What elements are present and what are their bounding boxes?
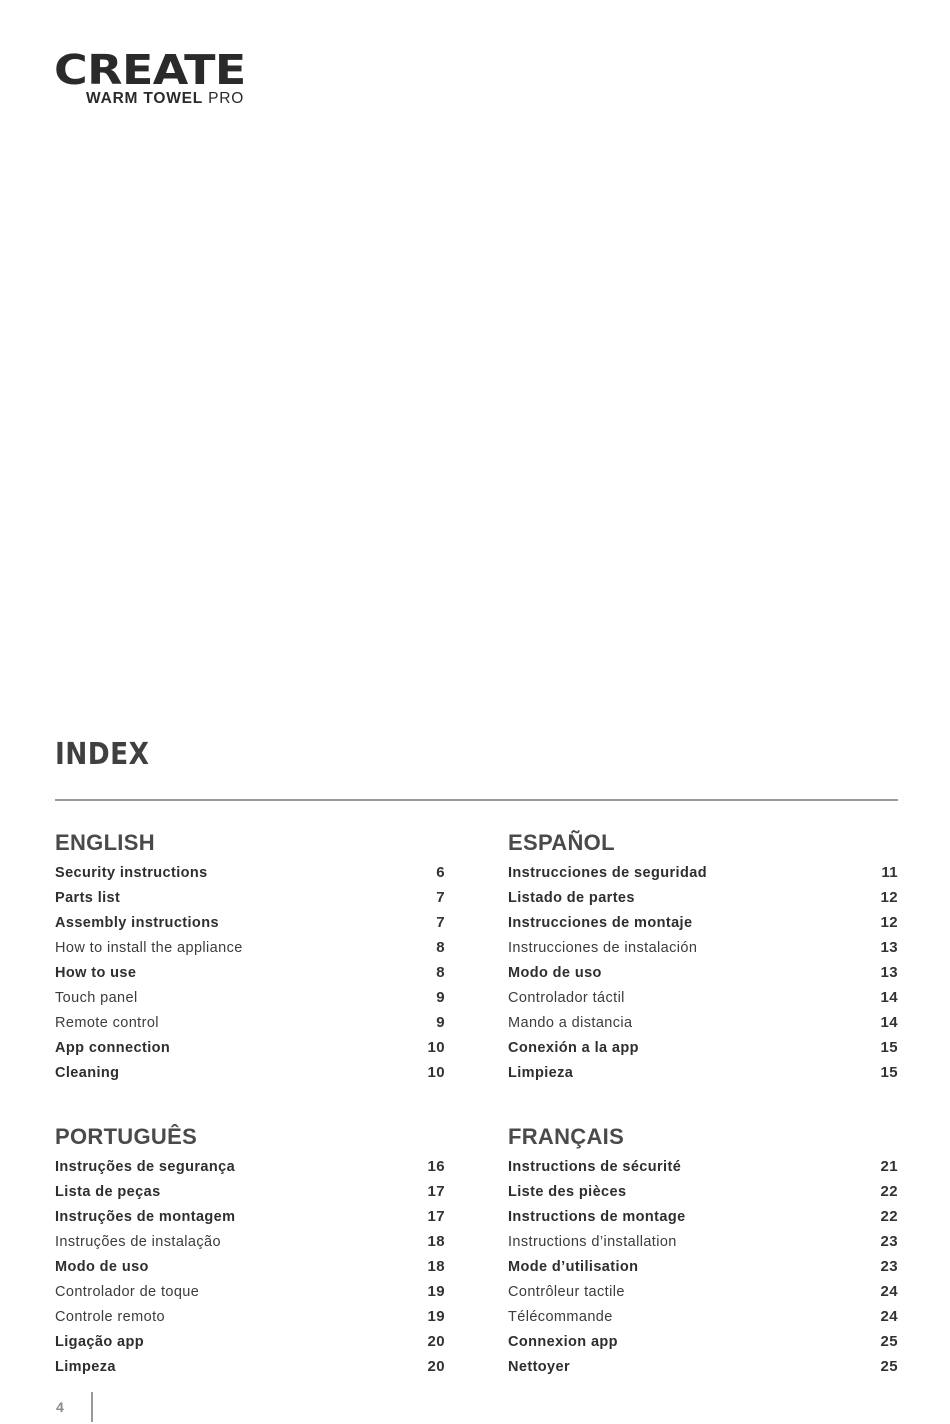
toc-page: 12: [880, 889, 898, 906]
section-francais: [508, 1124, 898, 1383]
toc-entry[interactable]: [55, 1283, 445, 1308]
toc-entry[interactable]: [508, 889, 898, 914]
toc-page: 11: [881, 864, 898, 881]
section-espanol: [508, 830, 898, 1089]
toc-label: Limpeza: [55, 1359, 116, 1375]
toc-page: 23: [880, 1258, 898, 1275]
toc-page: 18: [427, 1233, 445, 1250]
toc-label: Mode d’utilisation: [508, 1259, 639, 1275]
toc-page: 22: [880, 1208, 898, 1225]
toc-entry[interactable]: [55, 1358, 445, 1383]
toc-page: 9: [436, 1014, 445, 1031]
toc-label: Liste des pièces: [508, 1184, 627, 1200]
toc-entry[interactable]: [508, 1283, 898, 1308]
toc-label: Connexion app: [508, 1334, 618, 1350]
page-number-divider: [91, 1392, 93, 1422]
toc-label: How to use: [55, 965, 137, 981]
section-title: FRANÇAIS: [508, 1124, 625, 1149]
toc-label: How to install the appliance: [55, 940, 243, 956]
toc-label: Instruções de montagem: [55, 1209, 236, 1225]
toc-entry[interactable]: [55, 864, 445, 889]
toc-entry[interactable]: [55, 1333, 445, 1358]
toc-entry[interactable]: [55, 1183, 445, 1208]
toc-label: Parts list: [55, 890, 121, 906]
toc-page: 15: [880, 1064, 898, 1081]
brand-logo: [54, 46, 319, 107]
toc-label: Instructions de montage: [508, 1209, 686, 1225]
section-title: ESPAÑOL: [508, 830, 615, 855]
toc-entry[interactable]: [55, 1233, 445, 1258]
toc-label: Listado de partes: [508, 890, 635, 906]
toc-page: 14: [880, 1014, 898, 1031]
toc-label: Cleaning: [55, 1065, 120, 1081]
section-english: [55, 830, 445, 1089]
toc-label: Ligação app: [55, 1334, 144, 1350]
toc-entry[interactable]: [508, 939, 898, 964]
toc-label: Controlador de toque: [55, 1284, 200, 1300]
toc-entry[interactable]: [55, 914, 445, 939]
toc-page: 13: [880, 964, 898, 981]
toc-entry[interactable]: [508, 964, 898, 989]
toc-label: Instruções de instalação: [55, 1234, 221, 1250]
toc-page: 22: [880, 1183, 898, 1200]
toc-entry[interactable]: [508, 914, 898, 939]
toc-entry[interactable]: [55, 989, 445, 1014]
toc-page: 9: [436, 989, 445, 1006]
toc-label: Instructions de sécurité: [508, 1159, 682, 1175]
toc-label: Controlador táctil: [508, 990, 625, 1006]
logo-product-bold: WARM TOWEL: [86, 90, 204, 107]
toc-page: 6: [436, 864, 445, 881]
toc-entry[interactable]: [508, 989, 898, 1014]
toc-label: Controle remoto: [55, 1309, 165, 1325]
toc-entry[interactable]: [55, 964, 445, 989]
logo-product-line: [86, 91, 244, 107]
toc-entry[interactable]: [508, 1233, 898, 1258]
toc-label: Remote control: [55, 1015, 159, 1031]
toc-page: 8: [436, 939, 445, 956]
toc-page: 23: [880, 1233, 898, 1250]
toc-page: 10: [427, 1039, 445, 1056]
toc-page: 10: [427, 1064, 445, 1081]
toc-label: Conexión a la app: [508, 1040, 639, 1056]
toc-label: Lista de peças: [55, 1184, 161, 1200]
section-title: PORTUGUÊS: [55, 1124, 198, 1149]
toc-page: 19: [427, 1308, 445, 1325]
toc-label: Instruções de segurança: [55, 1159, 236, 1175]
toc-entry[interactable]: [508, 1258, 898, 1283]
toc-entry[interactable]: [508, 1183, 898, 1208]
toc-page: 20: [427, 1333, 445, 1350]
toc-entry[interactable]: [508, 1208, 898, 1233]
toc-label: Touch panel: [55, 990, 138, 1006]
toc-page: 15: [880, 1039, 898, 1056]
toc-entry[interactable]: [55, 1014, 445, 1039]
heading-divider: [55, 799, 898, 801]
toc-entry[interactable]: [508, 1358, 898, 1383]
toc-page: 21: [880, 1158, 898, 1175]
toc-entry[interactable]: [508, 1039, 898, 1064]
toc-page: 14: [880, 989, 898, 1006]
toc-page: 7: [436, 914, 445, 931]
toc-page: 19: [427, 1283, 445, 1300]
logo-brand-text: CREATE: [54, 46, 246, 94]
toc-page: 25: [880, 1333, 898, 1350]
toc-entry[interactable]: [55, 1039, 445, 1064]
toc-label: Instrucciones de seguridad: [508, 865, 707, 881]
toc-entry[interactable]: [55, 939, 445, 964]
toc-entry[interactable]: [508, 1308, 898, 1333]
toc-label: Assembly instructions: [55, 915, 219, 931]
toc-page: 7: [436, 889, 445, 906]
toc-page: 20: [427, 1358, 445, 1375]
section-title: ENGLISH: [55, 830, 155, 855]
toc-entry[interactable]: [508, 1333, 898, 1358]
logo-product-light: PRO: [208, 90, 245, 107]
toc-entry[interactable]: [508, 1064, 898, 1089]
toc-label: App connection: [55, 1040, 171, 1056]
toc-page: 17: [427, 1183, 445, 1200]
toc-entry[interactable]: [55, 1064, 445, 1089]
toc-label: Modo de uso: [55, 1259, 149, 1275]
toc-page: 18: [427, 1258, 445, 1275]
index-heading: INDEX: [55, 737, 150, 772]
toc-page: 25: [880, 1358, 898, 1375]
toc-entry[interactable]: [55, 1308, 445, 1333]
toc-page: 13: [880, 939, 898, 956]
toc-page: 16: [427, 1158, 445, 1175]
toc-label: Modo de uso: [508, 965, 602, 981]
toc-label: Télécommande: [508, 1309, 613, 1325]
toc-page: 24: [880, 1283, 898, 1300]
toc-label: Mando a distancia: [508, 1015, 633, 1031]
toc-entry[interactable]: [55, 1258, 445, 1283]
toc-label: Nettoyer: [508, 1359, 571, 1375]
page-number: 4: [56, 1399, 64, 1415]
toc-page: 12: [880, 914, 898, 931]
toc-entry[interactable]: [508, 1158, 898, 1183]
toc-entry[interactable]: [55, 889, 445, 914]
toc-page: 17: [427, 1208, 445, 1225]
toc-label: Instrucciones de instalación: [508, 940, 698, 956]
toc-label: Contrôleur tactile: [508, 1284, 625, 1300]
toc-entry[interactable]: [55, 1158, 445, 1183]
toc-label: Limpieza: [508, 1065, 574, 1081]
toc-entry[interactable]: [508, 1014, 898, 1039]
toc-label: Instrucciones de montaje: [508, 915, 693, 931]
toc-page: 24: [880, 1308, 898, 1325]
toc-entry[interactable]: [55, 1208, 445, 1233]
toc-label: Instructions d’installation: [508, 1234, 677, 1250]
section-portugues: [55, 1124, 445, 1383]
toc-entry[interactable]: [508, 864, 898, 889]
toc-page: 8: [436, 964, 445, 981]
toc-label: Security instructions: [55, 865, 208, 881]
